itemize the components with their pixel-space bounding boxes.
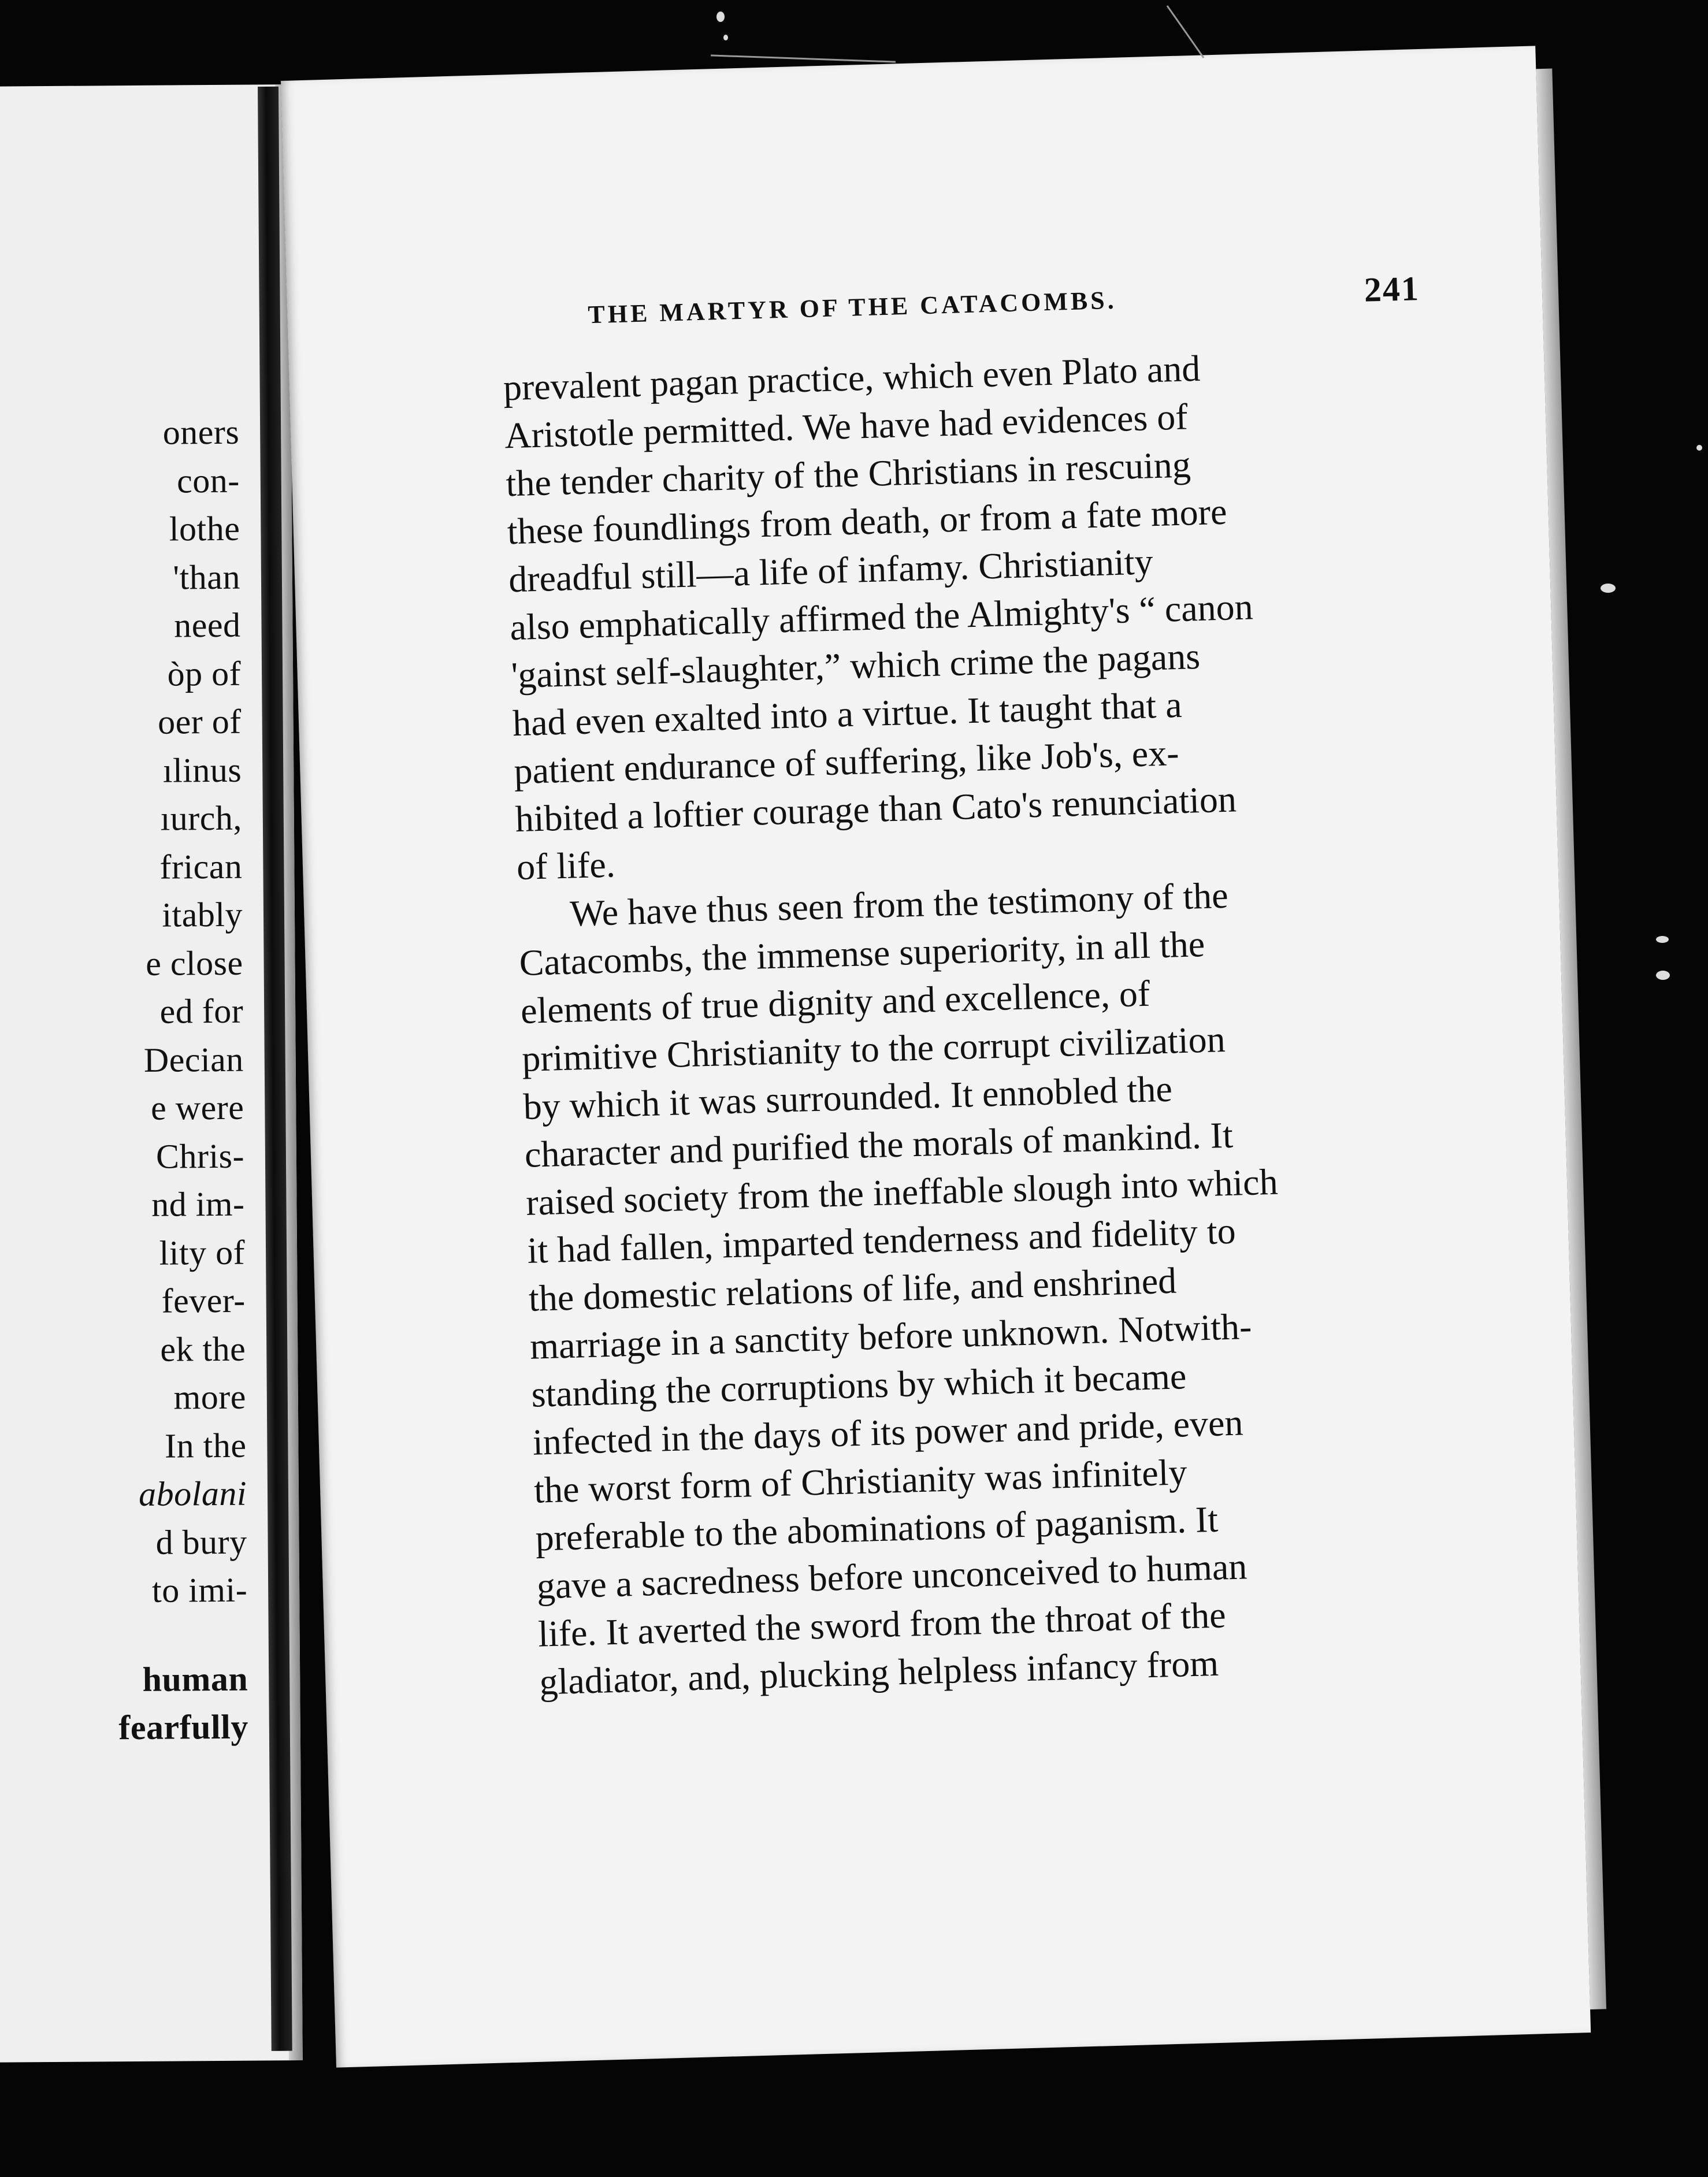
left-line: oners — [162, 413, 240, 452]
text-line: Aristotle permitted. We have had evidences of — [504, 396, 1189, 456]
dust-speck — [716, 12, 725, 22]
text-line: had even exalted into a virtue. It taught that a — [512, 683, 1183, 744]
scratch-line — [1167, 5, 1205, 58]
text-line: the domestic relations of life, and enshrined — [528, 1260, 1177, 1319]
left-line: human — [142, 1659, 248, 1699]
dust-speck — [1656, 971, 1670, 980]
left-line: In the — [164, 1426, 247, 1465]
body-text — [503, 341, 1360, 1706]
left-line: lothe — [169, 509, 240, 548]
text-line: hibited a loftier courage than Cato's renunciation — [514, 778, 1237, 840]
running-title: THE MARTYR OF THE CATACOMBS. — [587, 285, 1117, 329]
text-line: raised society from the ineffable slough into which — [525, 1161, 1279, 1223]
dust-speck — [1696, 445, 1702, 451]
text-line: the tender charity of the Christians in rescuing — [505, 444, 1191, 504]
text-line: marriage in a sanctity before unknown. Notwith- — [529, 1305, 1253, 1367]
running-head — [587, 269, 1420, 338]
left-line: fearfully — [118, 1707, 249, 1747]
left-line: need — [174, 605, 241, 645]
left-line: nd im- — [151, 1184, 245, 1224]
text-line: preferable to the abominations of paganism. It — [534, 1498, 1219, 1559]
left-line: d bury — [155, 1522, 247, 1562]
text-line: life. It averted the sword from the throat of the — [537, 1594, 1227, 1655]
main-page — [281, 46, 1591, 2067]
left-line: fever- — [161, 1281, 246, 1320]
dust-speck — [1656, 936, 1669, 943]
text-line: gladiator, and, plucking helpless infancy from — [539, 1642, 1219, 1703]
text-line: the worst form of Christianity was infinitely — [533, 1451, 1188, 1511]
left-line: ılinus — [162, 751, 242, 790]
left-line: ek the — [160, 1329, 246, 1369]
page-edge — [1536, 69, 1606, 2009]
text-line: We have thus seen from the testimony of the — [569, 874, 1229, 934]
left-line: ıurch, — [160, 798, 243, 838]
left-line: 'than — [173, 558, 241, 597]
text-line: it had fallen, imparted tenderness and fidelity to — [526, 1210, 1237, 1271]
left-line: abolani — [138, 1474, 247, 1513]
left-page-text — [101, 408, 248, 1752]
text-line: these foundlings from death, or from a fate more — [506, 491, 1228, 552]
dust-speck — [1601, 584, 1616, 593]
left-line: to imi- — [151, 1570, 248, 1610]
text-line: of life. — [516, 844, 616, 888]
left-line: itably — [162, 895, 243, 934]
left-line: frican — [159, 847, 243, 886]
text-line: patient endurance of suffering, like Job's, ex- — [513, 732, 1180, 792]
left-line: lity of — [159, 1233, 246, 1272]
text-line: primitive Christianity to the corrupt civilization — [521, 1019, 1226, 1079]
page-number: 241 — [1363, 269, 1420, 309]
left-line: Decian — [143, 1040, 244, 1079]
left-paragraph-gap — [109, 1614, 247, 1656]
left-line: oer of — [157, 702, 242, 741]
text-line: elements of true dignity and excellence, of — [520, 972, 1151, 1032]
text-line: infected in the days of its power and pride, even — [532, 1402, 1244, 1463]
left-line: Chris- — [155, 1136, 245, 1176]
text-line: gave a sacredness before unconceived to human — [536, 1546, 1248, 1607]
text-line: dreadful still—a life of infamy. Christianity — [508, 541, 1154, 600]
left-line: more — [173, 1377, 247, 1417]
dust-speck — [723, 35, 728, 40]
left-line: e were — [150, 1088, 244, 1127]
left-page — [0, 84, 303, 2063]
left-line: ed for — [159, 991, 244, 1031]
text-line: 'gainst self-slaughter,” which crime the pagans — [510, 635, 1201, 696]
text-line: character and purified the morals of mankind. It — [524, 1114, 1234, 1175]
left-line: e close — [145, 943, 243, 983]
text-line: also emphatically affirmed the Almighty's “ canon — [509, 586, 1254, 648]
text-line: standing the corruptions by which it became — [530, 1355, 1187, 1415]
text-line: prevalent pagan practice, which even Plato and — [502, 347, 1201, 408]
left-line: òp of — [167, 654, 242, 693]
scratch-line — [711, 54, 896, 62]
text-line: Catacombs, the immense superiority, in all the — [518, 923, 1206, 984]
left-line: con- — [176, 461, 240, 500]
text-line: by which it was surrounded. It ennobled the — [522, 1068, 1173, 1127]
